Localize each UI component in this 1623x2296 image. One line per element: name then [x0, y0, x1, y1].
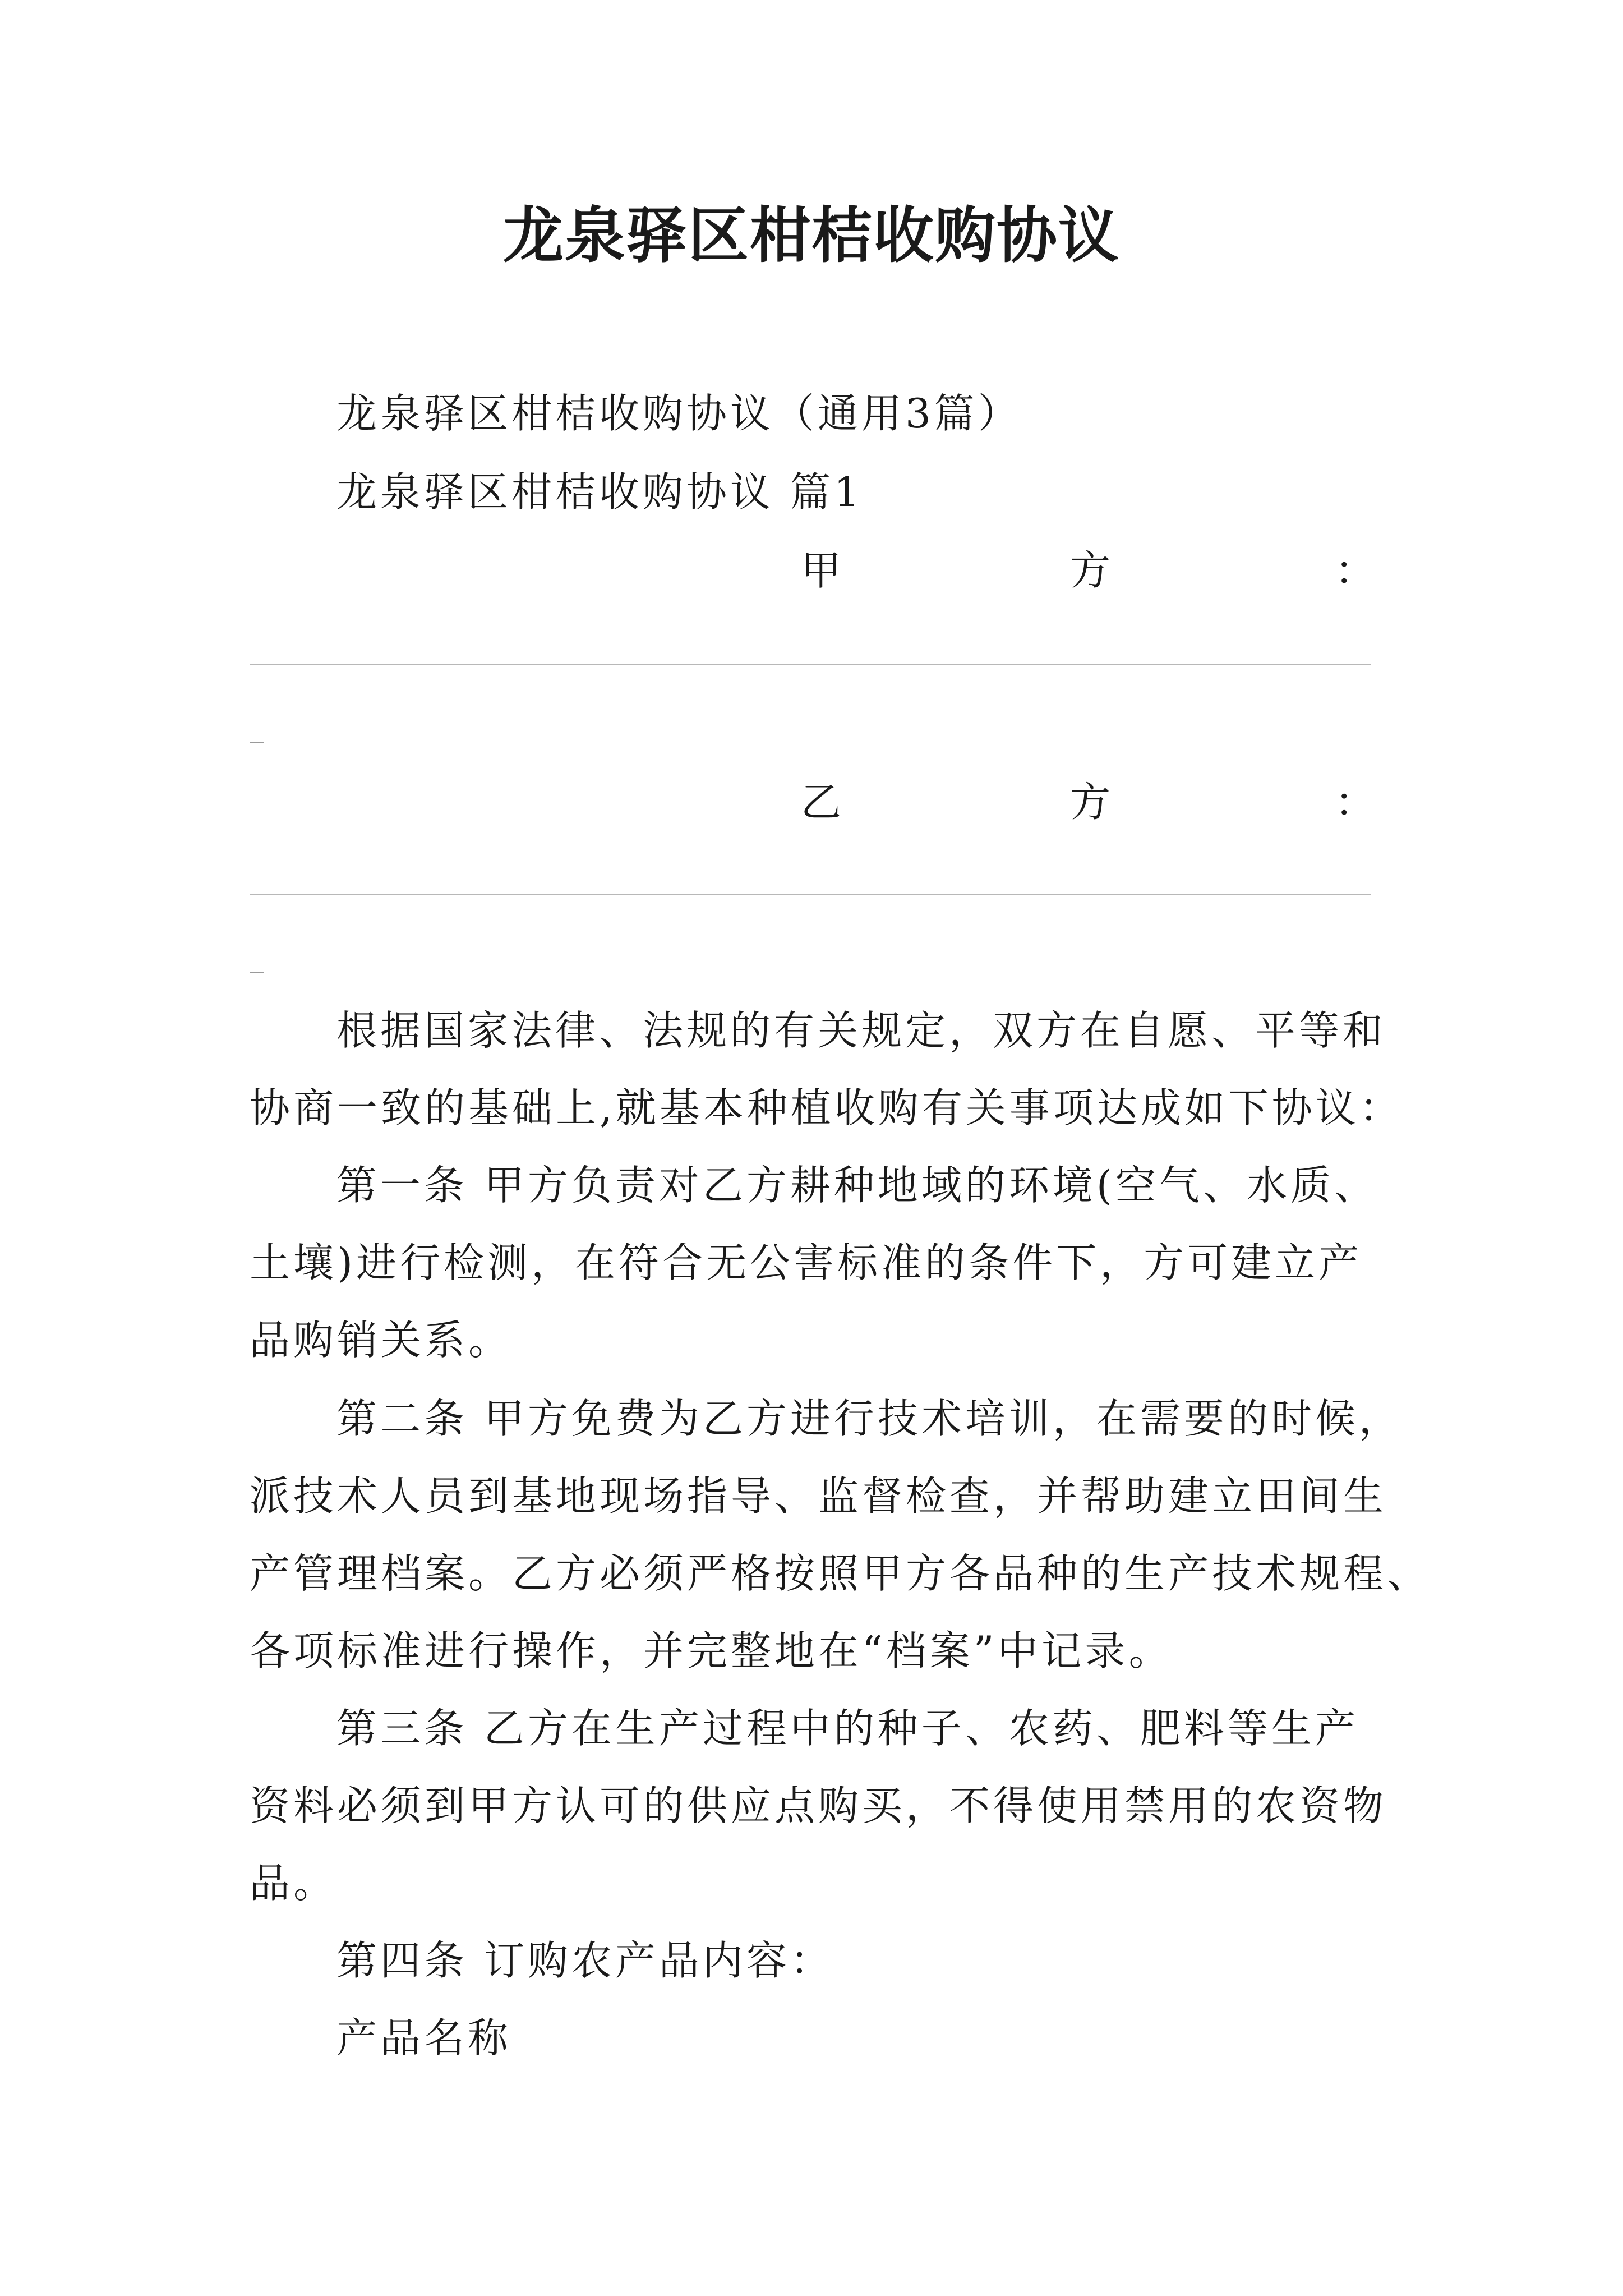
party-a-label-1: 甲 [801, 547, 845, 594]
party-a-fill-line [250, 664, 1371, 665]
party-b-label-1: 乙 [801, 779, 845, 826]
article-2-line-3: 产管理档案。乙方必须严格按照甲方各品种的生产技术规程、 [250, 1550, 1431, 1597]
article-3-line-2: 资料必须到甲方认可的供应点购买，不得使用禁用的农资物 [250, 1782, 1387, 1829]
document-title: 龙泉驿区柑桔收购协议 [502, 200, 1120, 271]
intro-line-1: 根据国家法律、法规的有关规定，双方在自愿、平等和 [336, 1007, 1387, 1054]
intro-line-2: 协商一致的基础上,就基本种植收购有关事项达成如下协议： [250, 1084, 1403, 1131]
article-1-line-3: 品购销关系。 [250, 1317, 513, 1364]
article-4-heading: 第四条 订购农产品内容： [336, 1937, 834, 1984]
party-b-label-2: 方 [1070, 779, 1114, 826]
party-b-colon: ： [1335, 779, 1379, 826]
party-a-label-2: 方 [1070, 547, 1114, 594]
article-1-line-2: 土壤)进行检测，在符合无公害标准的条件下，方可建立产 [250, 1239, 1363, 1286]
article-2-line-1: 第二条 甲方免费为乙方进行技术培训，在需要的时候， [336, 1395, 1403, 1442]
article-1-line-1: 第一条 甲方负责对乙方耕种地域的环境(空气、水质、 [336, 1162, 1378, 1209]
party-a-fill-tail [250, 742, 264, 743]
party-b-fill-tail [250, 972, 264, 973]
subtitle: 龙泉驿区柑桔收购协议（通用3篇） [336, 390, 1022, 437]
article-2-line-2: 派技术人员到基地现场指导、监督检查，并帮助建立田间生 [250, 1473, 1387, 1520]
section-heading: 龙泉驿区柑桔收购协议 篇1 [336, 468, 863, 516]
article-3-line-3: 品。 [250, 1860, 338, 1907]
product-name-label: 产品名称 [336, 2014, 512, 2062]
article-2-line-4: 各项标准进行操作，并完整地在“档案”中记录。 [250, 1627, 1173, 1674]
party-a-colon: ： [1335, 547, 1379, 594]
party-b-fill-line [250, 894, 1371, 895]
article-3-line-1: 第三条 乙方在生产过程中的种子、农药、肥料等生产 [336, 1705, 1359, 1752]
